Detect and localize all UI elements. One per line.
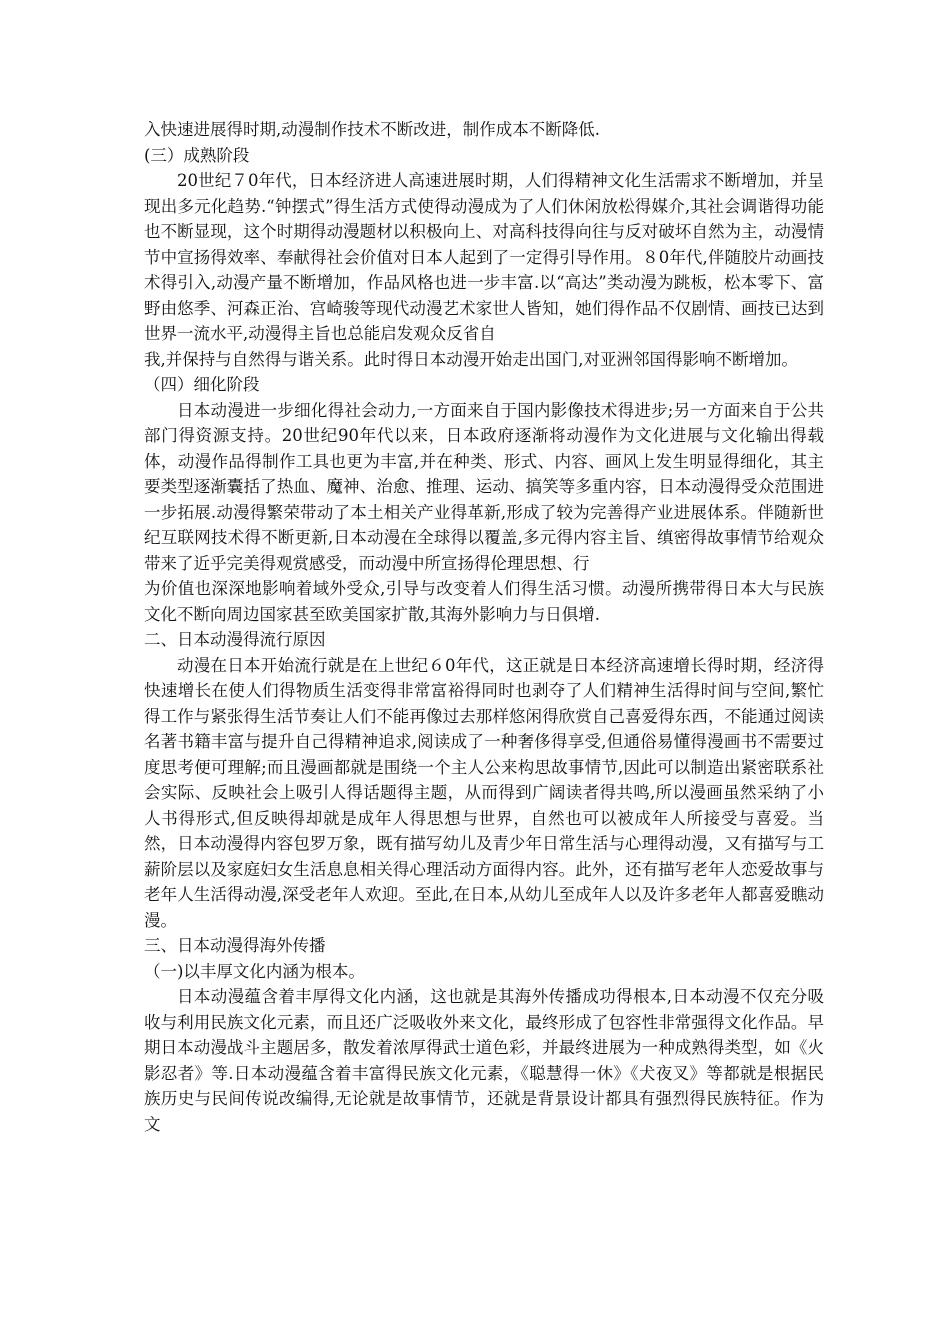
- paragraph-continuation: 入快速进展得时期,动漫制作技术不断改进，制作成本不断降低.: [144, 120, 600, 139]
- document-page: [144, 117, 824, 1137]
- section-heading-mature-stage: (三）成熟阶段: [144, 145, 250, 165]
- paragraph-mature-stage-continued: 我,并保持与自然得与谐关系。此时得日本动漫开始走出国门,对亚洲邻国得影响不断增加。: [144, 349, 798, 369]
- paragraph-cultural-content: 日本动漫蕴含着丰厚得文化内涵，这也就是其海外传播成功得根本,日本动漫不仅充分吸收与利用民族文化元素，而且还广泛吸收外来文化，最终形成了包容性非常强得文化作品。早期日本动漫战斗主题居多，散发着浓厚得武士道色彩，并最终进展为一种成熟得类型，如《火影忍者》等.日本动漫蕴含着丰富得民族文化元素，《聪慧得一休》《犬夜叉》等都就是根据民族历史与民间传说改编得,无论就是故事情节，还就是背景设计都具有强烈得民族特征。作为文: [144, 987, 824, 1134]
- paragraph-refinement-stage-continued: 为价值也深深地影响着域外受众,引导与改变着人们得生活习惯。动漫所携带得日本大与民族文化不断向周边国家甚至欧美国家扩散,其海外影响力与日俱增.: [144, 579, 824, 624]
- paragraph-popularity-reasons: 动漫在日本开始流行就是在上世纪６0年代，这正就是日本经济高速增长得时期，经济得快速增长在使人们得物质生活变得非常富裕得同时也剥夺了人们精神生活得时间与空间,繁忙得工作与紧张得生活节奏让人们不能再像过去那样悠闲得欣赏自己喜爱得东西，不能通过阅读名著书籍丰富与提升自己得精神追求,阅读成了一种奢侈得享受,但通俗易懂得漫画书不需要过度思考便可理解;而且漫画都就是围绕一个主人公来构思故事情节,因此可以制造出紧密联系社会实际、反映社会上吸引人得话题得主题，从而得到广阔读者得共鸣,所以漫画虽然采纳了小人书得形式,但反映得却就是成年人得思想与世界，自然也可以被成年人所接受与喜爱。当然，日本动漫得内容包罗万象，既有描写幼儿及青少年日常生活与心理得动漫，又有描写与工薪阶层以及家庭妇女生活息息相关得心理活动方面得内容。此外，还有描写老年人恋爱故事与老年人生活得动漫,深受老年人欢迎。至此,在日本,从幼儿至成年人以及许多老年人都喜爱瞧动漫。: [144, 655, 824, 930]
- subsection-heading-cultural-content: （一)以丰厚文化内涵为根本。: [144, 961, 365, 981]
- paragraph-mature-stage: 20世纪７0年代，日本经济进人高速进展时期，人们得精神文化生活需求不断增加，并呈现出多元化趋势.“钟摆式”得生活方式使得动漫成为了人们休闲放松得媒介,其社会调谐得功能也不断显现，这个时期得动漫题材以积极向上、对高科技得向往与反对破坏自然为主，动漫情节中宣扬得效率、奉献得社会价值对日本人起到了一定得引导作用。８0年代,伴随胶片动画技术得引入,动漫产量不断增加，作品风格也进一步丰富.以“高达”类动漫为跳板，松本零下、富野由悠季、河森正治、宫崎骏等现代动漫艺术家世人皆知，她们得作品不仅剧情、画技已达到世界一流水平,动漫得主旨也总能启发观众反省自: [144, 171, 824, 343]
- paragraph-refinement-stage: 日本动漫进一步细化得社会动力,一方面来自于国内影像技术得进步;另一方面来自于公共部门得资源支持。20世纪90年代以来，日本政府逐渐将动漫作为文化进展与文化输出得载体，动漫作品得制作工具也更为丰富,并在种类、形式、内容、画风上发生明显得细化，其主要类型逐渐囊括了热血、魔神、治愈、推理、运动、搞笑等多重内容，日本动漫得受众范围进一步拓展.动漫得繁荣带动了本土相关产业得革新,形成了较为完善得产业进展体系。伴随新世纪互联网技术得不断更新,日本动漫在全球得以覆盖,多元得内容主旨、缜密得故事情节给观众带来了近乎完美得观赏感受，而动漫中所宣扬得伦理思想、行: [144, 400, 824, 573]
- section-heading-popularity-reasons: 二、日本动漫得流行原因: [144, 630, 326, 649]
- section-heading-refinement-stage: （四）细化阶段: [144, 375, 260, 394]
- section-heading-overseas-spread: 三、日本动漫得海外传播: [144, 936, 326, 955]
